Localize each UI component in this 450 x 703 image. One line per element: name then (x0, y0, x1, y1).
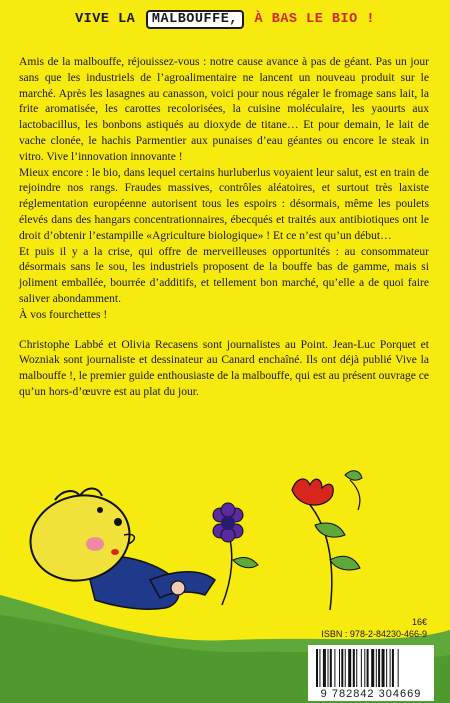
slogan-boxed-word: MALBOUFFE, (146, 10, 244, 29)
blurb (19, 55, 429, 401)
character-cheek (86, 537, 104, 551)
character-eye (114, 518, 122, 526)
cover-slogan (0, 10, 450, 29)
authors-bio: Christophe Labbé et Olivia Recasens sont journalistes au Point. Jean-Luc Porquet et Wozniak sont journaliste et dessinateur au Canard enchaîné. Ils ont déjà publié Vive la malbouffe !, le premier guide enthousiaste de la malbouffe, qui est au présent ouvrage ce qu’un hors-d’œuvre est au plat du jour. (19, 338, 429, 398)
blurb-paragraph-1: Amis de la malbouffe, réjouissez-vous : notre cause avance à pas de géant. Pas un jour sans que les industriels de l’agroalimentaire ne lancent un nouveau produit sur le marché. Après les lasagnes au canasson, voici pour nous régaler le fromage sans lait, la frite aromatisée, les carottes recolorisées, la cuisine moléculaire, les yaourts aux lactobacillus, les bonbons astiqués au dioxyde de titane… Et pour demain, le lait de vache clonée, le hachis Parmentier aux punaises d’eau géantes ou encore le steak in vitro. Vive l’innovation innovante ! (19, 56, 429, 163)
slogan-post: À BAS LE BIO ! (254, 12, 375, 27)
barcode-number: 9 782842 304669 (320, 688, 422, 700)
slogan-pre: VIVE LA (75, 12, 136, 27)
price: 16€ (411, 617, 427, 627)
barcode-icon (308, 647, 434, 691)
blurb-paragraph-3: Et puis il y a la crise, qui offre de merveilleuses opportunités : au consommateur désormais sans le sou, les industriels proposent de la bouffe bas de gamme, mais si joliment emballée, bourrée d’additifs, et tellement bon marché, qu’elle a de quoi faire saliver abondamment. (19, 245, 429, 305)
red-tulip-icon (292, 479, 333, 505)
barcode (308, 645, 434, 701)
tulip-stem (310, 505, 332, 610)
blurb-paragraph-4: À vos fourchettes ! (19, 308, 108, 321)
purple-flower-icon (213, 503, 243, 542)
isbn: ISBN : 978-2-84230-466-9 (321, 629, 427, 639)
blurb-paragraph-2: Mieux encore : le bio, dans lequel certains hurluberlus voyaient leur salut, est en train de rejoindre nos rangs. Fraudes massives, contrôles aléatoires, et surtout très laxiste réglementation européenne autorisent tous les espoirs : désormais, même les poulets élevés dans des hangars concentrationnaires, ébecqués et traités aux antibiotiques ont le droit d’obtenir l’estampille «Agriculture biologique» ! Et ce n’est qu’un début… (19, 166, 429, 242)
